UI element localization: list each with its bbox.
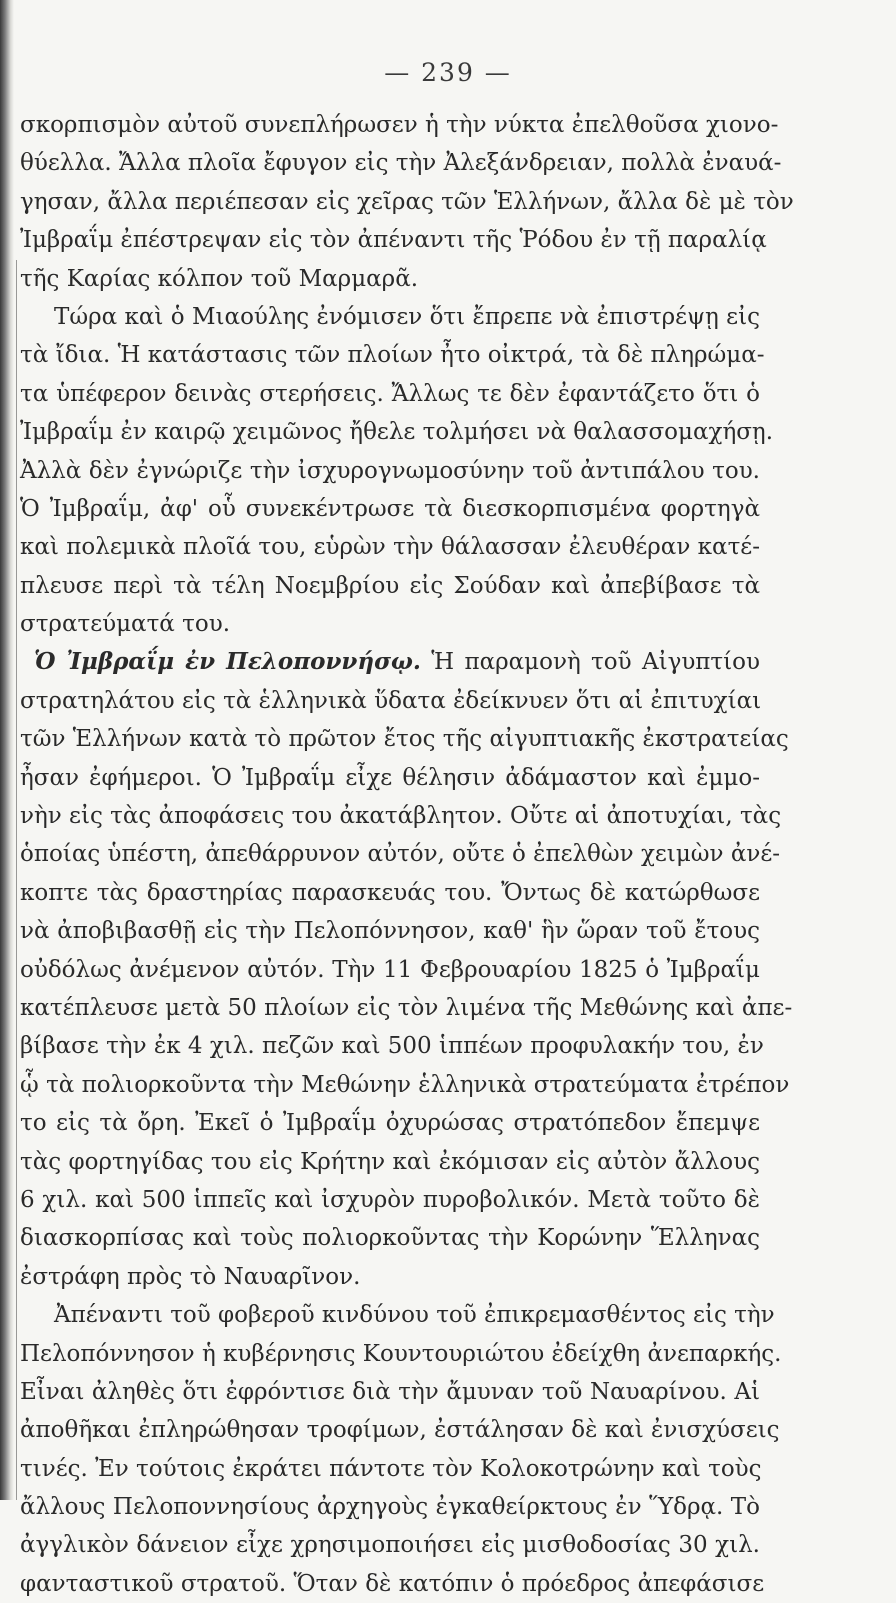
text-line: σκορπισμὸν αὐτοῦ συνεπλήρωσεν ἡ τὴν νύκτα ἐπελθοῦσα χιονο- — [20, 112, 779, 138]
text-line: στρατηλάτου εἰς τὰ ἑλληνικὰ ὕδατα ἐδείκνυεν ὅτι αἱ ἐπιτυχίαι — [20, 687, 762, 714]
text-line: στρατεύματά του. — [20, 611, 231, 638]
text-line: ἦσαν ἐφήμεροι. Ὁ Ἰμβραΐμ εἶχε θέλησιν ἀδάμαστον καὶ ἐμμο- — [20, 764, 760, 791]
section-heading-rest: Ἡ παραμονὴ τοῦ Αἰγυπτίου — [431, 649, 760, 676]
text-line: θύελλα. Ἄλλα πλοῖα ἔφυγον εἰς τὴν Ἀλεξάνδρειαν, πολλὰ ἐναυά- — [20, 150, 782, 177]
text-line: Ἀπέναντι τοῦ φοβεροῦ κινδύνου τοῦ ἐπικρεμασθέντος εἰς τὴν — [54, 1302, 775, 1329]
page-binding-shadow — [0, 0, 14, 1500]
text-line: φανταστικοῦ στρατοῦ. Ὅταν δὲ κατόπιν ὁ πρόεδρος ἀπεφάσισε — [20, 1570, 765, 1597]
text-line: ἄλλους Πελοποννησίους ἀρχηγοὺς ἐγκαθείρκτους ἐν Ὕδρᾳ. Τὸ — [20, 1494, 760, 1521]
text-line: το εἰς τὰ ὄρη. Ἐκεῖ ὁ Ἰμβραΐμ ὀχυρώσας στρατόπεδον ἔπεμψε — [20, 1110, 760, 1137]
text-line: τῶν Ἑλλήνων κατὰ τὸ πρῶτον ἔτος τῆς αἰγυπτιακῆς ἐκστρατείας — [20, 726, 789, 753]
page-gutter-line — [16, 260, 17, 1500]
text-line: νὰ ἀποβιβασθῇ εἰς τὴν Πελοπόννησον, καθ' ἣν ὥραν τοῦ ἔτους — [20, 918, 760, 945]
text-line: Εἶναι ἀληθὲς ὅτι ἐφρόντισε διὰ τὴν ἄμυναν τοῦ Ναυαρίνου. Αἱ — [20, 1378, 760, 1405]
text-line: Ἰμβραΐμ ἐπέστρεψαν εἰς τὸν ἀπέναντι τῆς Ῥόδου ἐν τῇ παραλίᾳ — [20, 227, 767, 254]
text-line: καὶ πολεμικὰ πλοῖά του, εὑρὼν τὴν θάλασσαν ἐλευθέραν κατέ- — [20, 534, 760, 561]
text-line: ᾧ τὰ πολιορκοῦντα τὴν Μεθώνην ἑλληνικὰ στρατεύματα ἐτρέπον — [20, 1071, 790, 1098]
text-line: Ἀλλὰ δὲν ἐγνώριζε τὴν ἰσχυρογνωμοσύνην τοῦ ἀντιπάλου του. — [20, 457, 760, 484]
text-line: νὴν εἰς τὰς ἀποφάσεις του ἀκατάβλητον. Οὔτε αἱ ἀποτυχίαι, τὰς — [20, 803, 782, 830]
text-line: τα ὑπέφερον δεινὰς στερήσεις. Ἄλλως τε δὲν ἐφαντάζετο ὅτι ὁ — [20, 380, 760, 407]
text-line: Ὁ Ἰμβραΐμ, ἀφ' οὗ συνεκέντρωσε τὰ διεσκορπισμένα φορτηγὰ — [20, 495, 760, 522]
text-line: ἐστράφη πρὸς τὸ Ναυαρῖνον. — [20, 1263, 361, 1290]
page-number: — 239 — — [384, 58, 512, 87]
text-line: κοπτε τὰς δραστηρίας παρασκευάς του. Ὄντως δὲ κατώρθωσε — [20, 879, 760, 906]
text-line: τὰς φορτηγίδας του εἰς Κρήτην καὶ ἐκόμισαν εἰς αὐτὸν ἄλλους — [20, 1148, 760, 1175]
text-line: κατέπλευσε μετὰ 50 πλοίων εἰς τὸν λιμένα τῆς Μεθώνης καὶ ἀπε- — [20, 994, 793, 1021]
text-line: γησαν, ἄλλα περιέπεσαν εἰς χεῖρας τῶν Ἑλλήνων, ἄλλα δὲ μὲ τὸν — [20, 188, 794, 215]
text-line: διασκορπίσας καὶ τοὺς πολιορκοῦντας τὴν Κορώνην Ἕλληνας — [20, 1225, 760, 1252]
text-line: τὰ ἴδια. Ἡ κατάστασις τῶν πλοίων ἦτο οἰκτρά, τὰ δὲ πληρώμα- — [20, 342, 765, 369]
text-line: οὐδόλως ἀνέμενον αὐτόν. Τὴν 11 Φεβρουαρίου 1825 ὁ Ἰμβραΐμ — [20, 956, 760, 983]
text-line: ἀποθῆκαι ἐπληρώθησαν τροφίμων, ἐστάλησαν δὲ καὶ ἐνισχύσεις — [20, 1417, 780, 1444]
text-line: ὁποίας ὑπέστη, ἀπεθάρρυνον αὐτόν, οὔτε ὁ ἐπελθὼν χειμὼν ἀνέ- — [20, 841, 781, 868]
text-line: 6 χιλ. καὶ 500 ἱππεῖς καὶ ἰσχυρὸν πυροβολικόν. Μετὰ τοῦτο δὲ — [20, 1186, 760, 1213]
text-line: τῆς Καρίας κόλπον τοῦ Μαρμαρᾶ. — [20, 265, 419, 292]
text-line: πλευσε περὶ τὰ τέλη Νοεμβρίου εἰς Σούδαν καὶ ἀπεβίβασε τὰ — [20, 572, 760, 599]
text-line: ἀγγλικὸν δάνειον εἶχε χρησιμοποιήσει εἰς μισθοδοσίας 30 χιλ. — [20, 1532, 760, 1559]
text-line: βίβασε τὴν ἐκ 4 χιλ. πεζῶν καὶ 500 ἱππέων προφυλακήν του, ἐν — [20, 1033, 764, 1060]
text-line: Τώρα καὶ ὁ Μιαούλης ἐνόμισεν ὅτι ἔπρεπε νὰ ἐπιστρέψῃ εἰς — [54, 303, 760, 330]
section-heading-line — [20, 643, 760, 681]
text-line: Πελοπόννησον ἡ κυβέρνησις Κουντουριώτου ἐδείχθη ἀνεπαρκής. — [20, 1340, 782, 1367]
section-heading: Ὁ Ἰμβραΐμ ἐν Πελοποννήσῳ. — [34, 648, 421, 676]
body-text — [20, 106, 794, 1603]
text-line: Ἰμβραΐμ ἐν καιρῷ χειμῶνος ἤθελε τολμήσει νὰ θαλασσομαχήσῃ. — [20, 419, 774, 446]
text-line: τινές. Ἐν τούτοις ἐκράτει πάντοτε τὸν Κολοκοτρώνην καὶ τοὺς — [20, 1455, 762, 1482]
